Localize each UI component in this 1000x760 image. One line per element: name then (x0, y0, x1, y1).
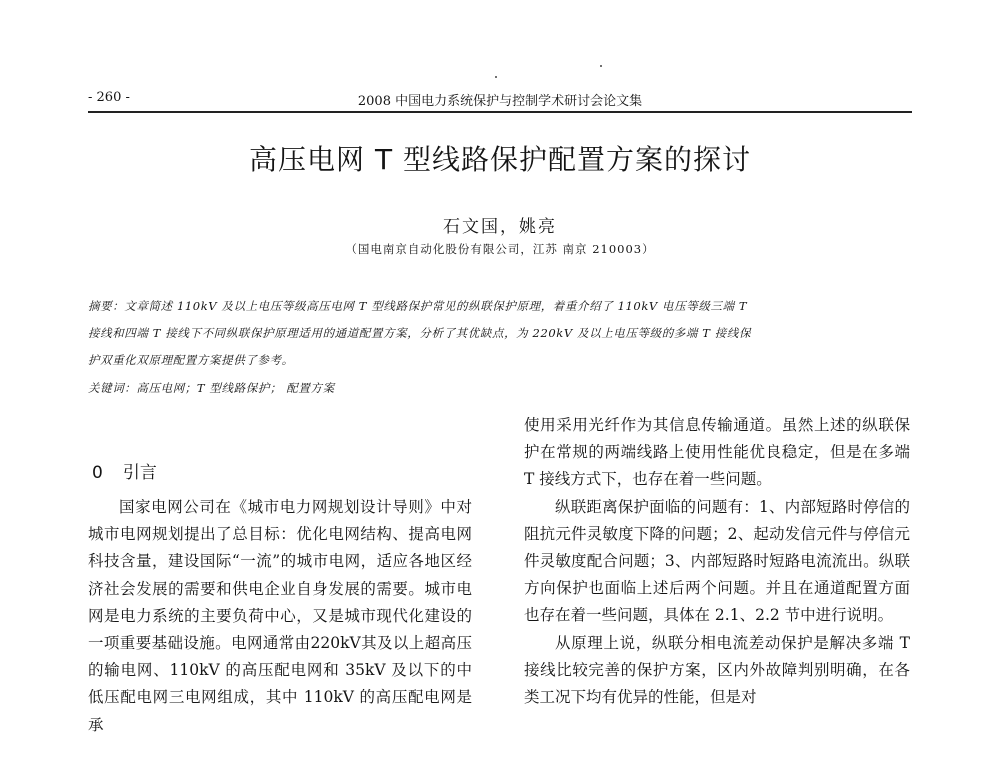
abstract-line: 接线和四端 T 接线下不同纵联保护原理适用的通道配置方案，分析了其优缺点，为 220kV 及以上电压等级的多端 T 接线保 (88, 326, 752, 340)
body-paragraph: 纵联距离保护面临的问题有：1、内部短路时停信的阻抗元件灵敏度下降的问题；2、起动发信元件与停信元件灵敏度配合问题；3、内部短路时短路电流流出。纵联方向保护也面临上述后两个问题。并且在通道配置方面也存在着一些问题，具体在 2.1、2.2 节中进行说明。 (524, 497, 910, 625)
abstract (88, 293, 910, 374)
journal-name: 2008 中国电力系统保护与控制学术研讨会论文集 (357, 94, 643, 109)
page-number: - 260 - (88, 90, 130, 105)
abstract-line: 护双重化双原理配置方案提供了参考。 (88, 353, 294, 367)
affiliation: （国电南京自动化股份有限公司，江苏 南京 210003） (345, 242, 655, 256)
body-paragraph: 使用采用光纤作为其信息传输通道。虽然上述的纵联保护在常规的两端线路上使用性能优良稳定，但是在多端 T 接线方式下，也存在着一些问题。 (524, 416, 910, 489)
section-title: 引言 (122, 463, 157, 483)
running-header (88, 90, 912, 110)
abstract-line: 摘要：文章简述 110kV 及以上电压等级高压电网 T 型线路保护常见的纵联保护原理，着重介绍了 110kV 电压等级三端 T (88, 299, 748, 313)
body-paragraph: 国家电网公司在《城市电力网规划设计导则》中对城市电网规划提出了总目标：优化电网结构、提高电网科技含量，建设国际“一流”的城市电网，适应各地区经济社会发展的需要和供电企业自身发展的需要。城市电网是电力系统的主要负荷中心，又是城市现代化建设的一项重要基础设施。电网通常由220kV其及以上超高压的输电网、110kV 的高压配电网和 35kV 及以下的中低压配电网三电网组成，其中 110kV 的高压配电网是承 (88, 498, 472, 734)
keywords: 关键词：高压电网；T 型线路保护； 配置方案 (88, 381, 335, 395)
authors: 石文国，姚亮 (443, 217, 557, 237)
right-column (524, 412, 910, 711)
scan-speck (495, 76, 497, 78)
section-heading (92, 458, 157, 483)
scan-speck (600, 65, 602, 67)
body-paragraph: 从原理上说，纵联分相电流差动保护是解决多端 T 接线比较完善的保护方案，区内外故障判别明确，在各类工况下均有优异的性能，但是对 (524, 633, 910, 707)
left-column (88, 494, 472, 739)
section-number: 0 (92, 463, 103, 483)
paper-title: 高压电网 T 型线路保护配置方案的探讨 (249, 143, 751, 176)
header-rule (88, 111, 912, 113)
